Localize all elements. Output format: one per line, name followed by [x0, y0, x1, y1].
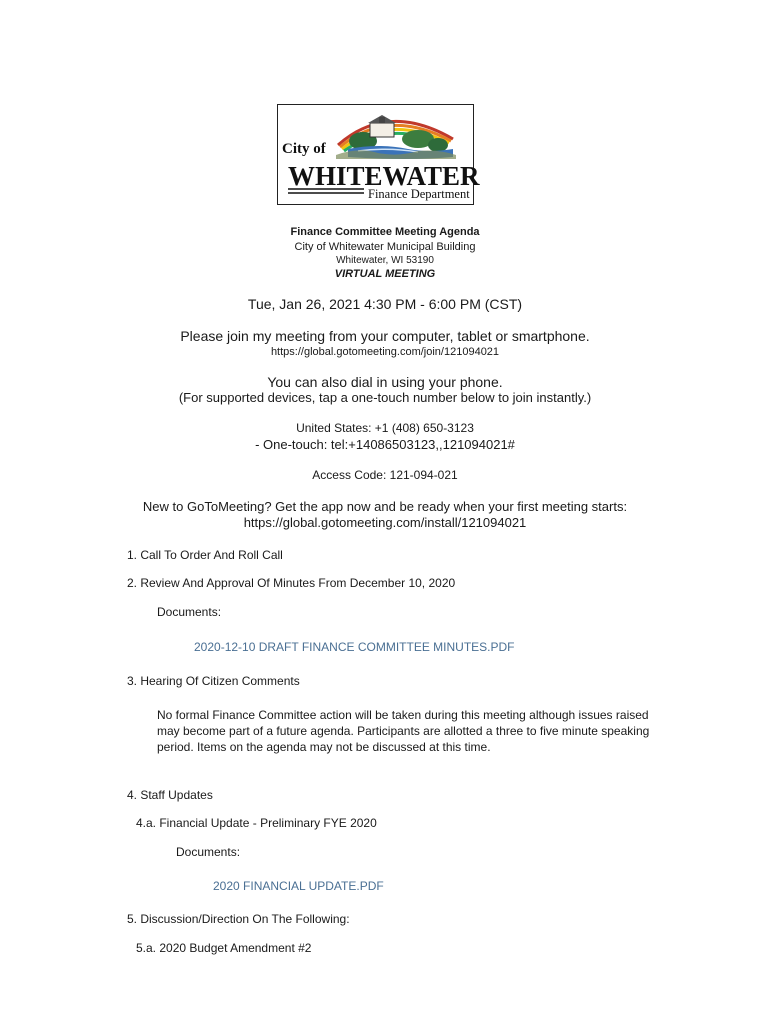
install-url[interactable]: https://global.gotomeeting.com/install/121094021: [243, 515, 527, 530]
city-logo: [277, 104, 480, 205]
new-to-gotomeeting: New to GoToMeeting? Get the app now and be ready when your first meeting starts:: [142, 499, 628, 514]
dial-instructions: You can also dial in using your phone.: [267, 374, 503, 390]
minutes-pdf-link[interactable]: 2020-12-10 DRAFT FINANCE COMMITTEE MINUTES.PDF: [194, 640, 515, 654]
agenda-item-5a: 5.a. 2020 Budget Amendment #2: [136, 941, 312, 955]
phone-number: United States: +1 (408) 650-3123: [296, 421, 474, 435]
logo-city-of: City of: [282, 141, 326, 157]
item-2-documents-label: Documents:: [157, 605, 222, 619]
one-touch-number[interactable]: - One-touch: tel:+14086503123,,121094021#: [255, 437, 515, 452]
virtual-meeting-label: VIRTUAL MEETING: [334, 268, 436, 280]
agenda-title: Finance Committee Meeting Agenda: [290, 226, 480, 238]
item-4a-documents-label: Documents:: [176, 845, 241, 859]
agenda-item-3: 3. Hearing Of Citizen Comments: [127, 674, 300, 688]
address: Whitewater, WI 53190: [336, 255, 434, 266]
building-name: City of Whitewater Municipal Building: [294, 241, 476, 253]
agenda-item-1: 1. Call To Order And Roll Call: [127, 548, 283, 562]
citizen-comments-text: No formal Finance Committee action will be taken during this meeting although issues raised may become part of a future agenda. Participants are allotted a three to five minute speaking period. Items on the agenda may not be discussed at this time.: [157, 708, 650, 754]
logo-department: Finance Department: [368, 187, 470, 201]
agenda-item-4: 4. Staff Updates: [127, 788, 213, 802]
meeting-datetime: Tue, Jan 26, 2021 4:30 PM - 6:00 PM (CST): [247, 296, 523, 312]
financial-update-pdf-link[interactable]: 2020 FINANCIAL UPDATE.PDF: [213, 879, 384, 893]
agenda-item-4a: 4.a. Financial Update - Preliminary FYE 2020: [136, 816, 377, 830]
logo-whitewater: WHITEWATER: [288, 161, 480, 191]
access-code: Access Code: 121-094-021: [312, 468, 458, 482]
agenda-item-2: 2. Review And Approval Of Minutes From December 10, 2020: [127, 576, 456, 590]
agenda-item-5: 5. Discussion/Direction On The Following:: [127, 912, 350, 926]
dial-note: (For supported devices, tap a one-touch number below to join instantly.): [178, 390, 592, 405]
join-instructions: Please join my meeting from your computer, tablet or smartphone.: [180, 328, 590, 344]
join-url[interactable]: https://global.gotomeeting.com/join/121094021: [270, 346, 500, 358]
